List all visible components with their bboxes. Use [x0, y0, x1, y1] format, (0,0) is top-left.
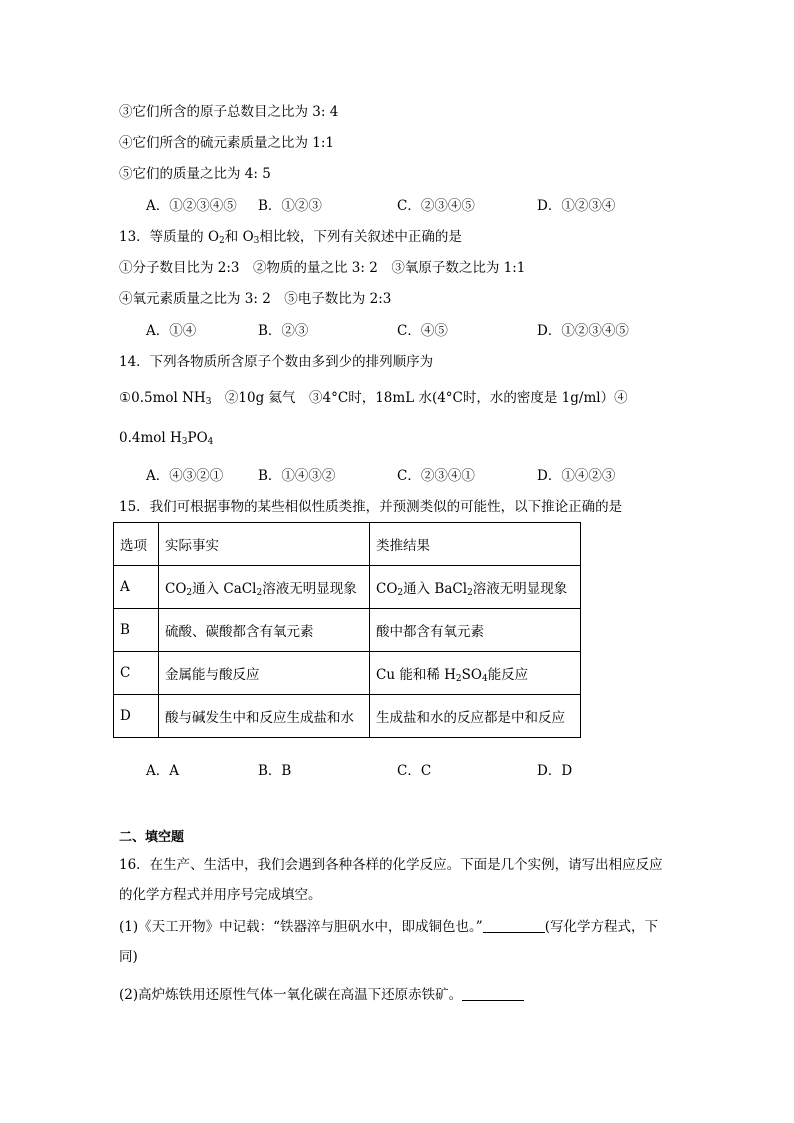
row-key: A [114, 566, 159, 609]
q15-option-c[interactable]: C．C [397, 763, 432, 779]
row-result: Cu 能和稀 $H_2SO_4$能反应 [370, 652, 581, 695]
q14-option-d[interactable]: D．①④②③ [537, 468, 616, 484]
q14-option-b[interactable]: B．①④③② [258, 468, 336, 484]
q13-option-a[interactable]: A．①④ [146, 323, 197, 339]
table-row [114, 652, 581, 695]
q15-option-d[interactable]: D．D [537, 763, 573, 779]
q12-option-a[interactable]: A．①②③④⑤ [146, 198, 237, 214]
section-title: 二、填空题 [119, 830, 185, 845]
row-fact: $CO_2$通入 CaCl$_2$溶液无明显现象 [159, 566, 370, 609]
q13-option-b[interactable]: B．②③ [258, 323, 309, 339]
q15-option-a[interactable]: A．A [146, 763, 179, 779]
q12-item-4: ④它们所含的硫元素质量之比为 1:1 [119, 135, 335, 151]
row-key: D [114, 695, 159, 738]
q12-item-3: ③它们所含的原子总数目之比为 3: 4 [119, 104, 339, 120]
q16-line-2: 的化学方程式并用序号完成填空。 [119, 887, 322, 903]
q12-option-d[interactable]: D．①②③④ [537, 198, 616, 214]
q12-item-5: ⑤它们的质量之比为 4: 5 [119, 166, 271, 182]
answer-blank-1[interactable] [483, 918, 545, 933]
q15-stem: 15．我们可根据事物的某些相似性质类推，并预测类似的可能性，以下推论正确的是 [119, 499, 623, 515]
table-header-cell: 实际事实 [159, 523, 370, 566]
q13-stem: 13．等质量的 $O_2$和 $O_3$相比较，下列有关叙述中正确的是 [119, 229, 462, 246]
q14-option-a[interactable]: A．④③②① [146, 468, 224, 484]
table-row [114, 609, 581, 652]
table-row [114, 695, 581, 738]
q14-line-1: ①0.5mol $NH_3$ ②10g 氦气 ③4°C时，18mL 水(4°C时，水的密度是 1g/ml）④ [119, 390, 628, 407]
row-result: 酸中都含有氧元素 [370, 609, 581, 652]
row-result: $CO_2$通入 BaCl$_2$溶液无明显现象 [370, 566, 581, 609]
q14-line-2: 0.4mol $H_3PO_4$ [119, 430, 214, 447]
table-row [114, 566, 581, 609]
row-fact: 金属能与酸反应 [159, 652, 370, 695]
q12-option-b[interactable]: B．①②③ [258, 198, 322, 214]
q13-option-d[interactable]: D．①②③④⑤ [537, 323, 629, 339]
q12-option-c[interactable]: C．②③④⑤ [397, 198, 475, 214]
q16-part-1: (1)《天工开物》中记载：“铁器淬与胆矾水中，即成铜色也。” (写化学方程式，下 [119, 919, 658, 935]
row-key: B [114, 609, 159, 652]
table-header-cell: 选项 [114, 523, 159, 566]
table-header-row [114, 523, 581, 566]
q16-part-1-cont: 同) [119, 949, 138, 965]
q14-stem: 14．下列各物质所含原子个数由多到少的排列顺序为 [119, 354, 434, 370]
q13-line-2: ④氧元素质量之比为 3: 2 ⑤电子数比为 2:3 [119, 291, 392, 307]
row-key: C [114, 652, 159, 695]
row-result: 生成盐和水的反应都是中和反应 [370, 695, 581, 738]
q13-option-c[interactable]: C．④⑤ [397, 323, 448, 339]
q15-table [113, 522, 581, 738]
table-header-cell: 类推结果 [370, 523, 581, 566]
row-fact: 酸与碱发生中和反应生成盐和水 [159, 695, 370, 738]
q14-option-c[interactable]: C．②③④① [397, 468, 475, 484]
q16-line-1: 16．在生产、生活中，我们会遇到各种各样的化学反应。下面是几个实例，请写出相应反应 [119, 857, 663, 873]
q15-option-b[interactable]: B．B [258, 763, 292, 779]
row-fact: 硫酸、碳酸都含有氧元素 [159, 609, 370, 652]
answer-blank-2[interactable] [462, 986, 524, 1001]
q13-line-1: ①分子数目比为 2:3 ②物质的量之比 3: 2 ③氧原子数之比为 1:1 [119, 260, 526, 276]
q16-part-2: (2)高炉炼铁用还原性气体一氧化碳在高温下还原赤铁矿。 [119, 985, 524, 1005]
